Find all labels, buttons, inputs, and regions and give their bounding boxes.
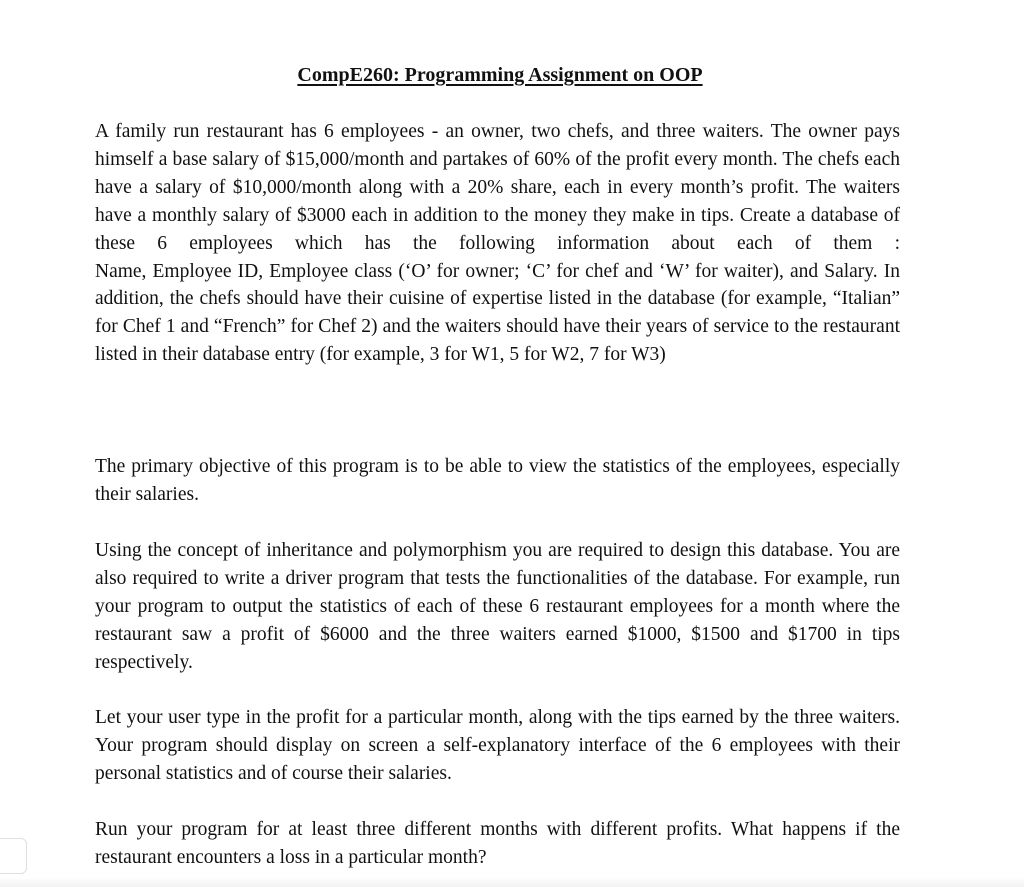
paragraph-run-program xyxy=(95,816,900,872)
paragraph-inheritance-text: Using the concept of inheritance and polymorphism you are required to design this database. You are also required to write a driver program that tests the functionalities of the database. For example, run your program to output the statistics of each of these 6 restaurant employees for a month where the restaurant saw a profit of $6000 and the three waiters earned $1000, $1500 and $1700 in tips respectively. xyxy=(95,540,900,673)
paragraph-intro-text: A family run restaurant has 6 employees - an owner, two chefs, and three waiters. The owner pays himself a base salary of $15,000/month and partakes of 60% of the profit every month. The chefs each have a salary of $10,000/month along with a 20% share, each in every month’s profit. The waiters have a monthly salary of $3000 each in addition to the money they make in tips. Create a database of these 6 employees which has the following information about each of them : xyxy=(95,121,900,254)
paragraph-user-input-text: Let your user type in the profit for a particular month, along with the tips earned by the three waiters. Your program should display on screen a self-explanatory interface of the 6 employees with their personal statistics and of course their salaries. xyxy=(95,707,900,784)
paragraph-objective xyxy=(95,453,900,509)
paragraph-intro xyxy=(95,118,900,369)
side-panel-tab[interactable] xyxy=(0,838,27,874)
paragraph-objective-text: The primary objective of this program is to be able to view the statistics of the employees, especially their salaries. xyxy=(95,456,900,505)
page-bottom-edge xyxy=(0,877,1024,887)
paragraph-run-program-text: Run your program for at least three different months with different profits. What happens if the restaurant encounters a loss in a particular month? xyxy=(95,819,900,868)
paragraph-fields-text: Name, Employee ID, Employee class (‘O’ for owner; ‘C’ for chef and ‘W’ for waiter), and Salary. In addition, the chefs should have their cuisine of expertise listed in the database (for example, “Italian” for Chef 1 and “French” for Chef 2) and the waiters should have their years of service to the restaurant listed in their database entry (for example, 3 for W1, 5 for W2, 7 for W3) xyxy=(95,260,900,366)
paragraph-user-input xyxy=(95,704,900,788)
page-title: CompE260: Programming Assignment on OOP xyxy=(297,64,703,86)
paragraph-inheritance xyxy=(95,537,900,677)
